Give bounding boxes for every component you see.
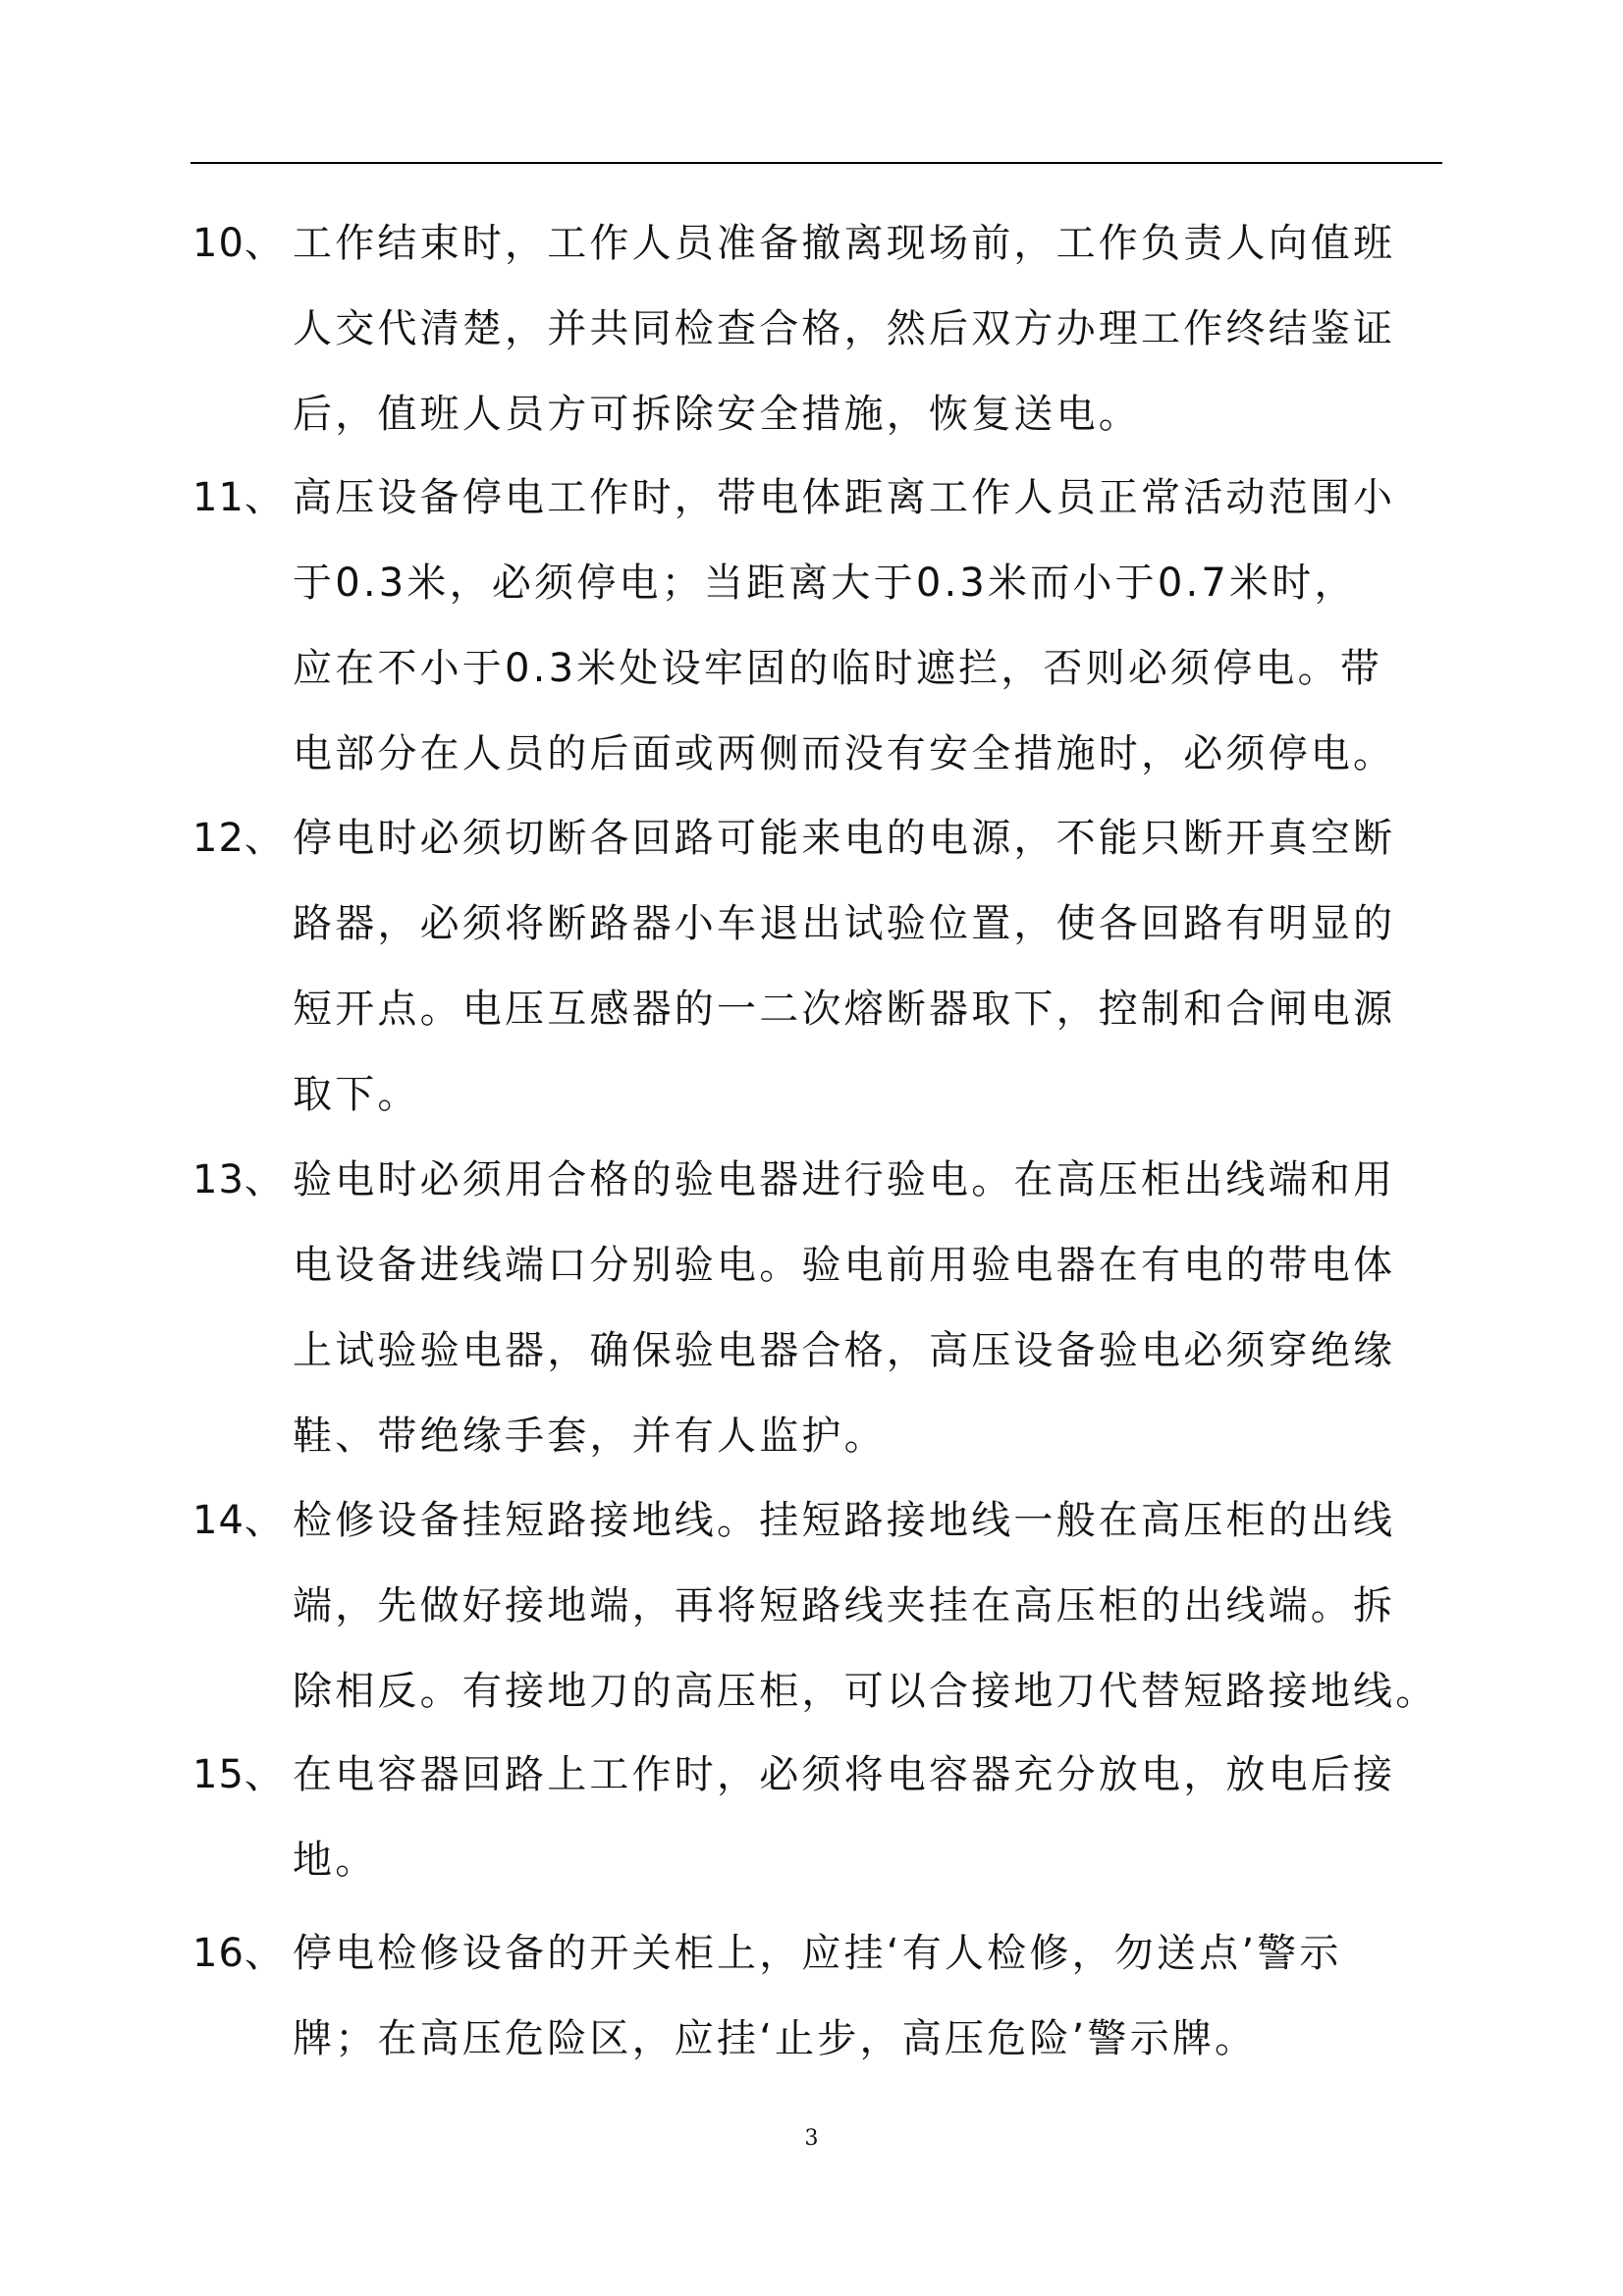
item-text-line: 工作结束时，工作人员准备撤离现场前，工作负责人向值班	[293, 221, 1396, 266]
item-number: 15、	[192, 1752, 285, 1797]
item-text-line: 除相反。有接地刀的高压柜，可以合接地刀代替短路接地线。	[293, 1669, 1438, 1714]
item-number: 11、	[192, 475, 285, 520]
item-text-line: 检修设备挂短路接地线。挂短路接地线一般在高压柜的出线	[293, 1498, 1396, 1543]
item-text-line: 鞋、带绝缘手套，并有人监护。	[293, 1414, 887, 1459]
item-text-line: 停电检修设备的开关柜上，应挂‘有人检修，勿送点’警示	[293, 1931, 1342, 1976]
item-number: 14、	[192, 1498, 285, 1543]
item-text-line: 上试验验电器，确保验电器合格，高压设备验电必须穿绝缘	[293, 1328, 1396, 1373]
item-number: 10、	[192, 221, 285, 266]
item-text-line: 端，先做好接地端，再将短路线夹挂在高压柜的出线端。拆	[293, 1583, 1396, 1629]
header-rule	[190, 162, 1442, 164]
item-text-line: 于0.3米，必须停电；当距离大于0.3米而小于0.7米时，	[293, 561, 1357, 606]
item-text-line: 在电容器回路上工作时，必须将电容器充分放电，放电后接	[293, 1752, 1396, 1797]
item-text-line: 验电时必须用合格的验电器进行验电。在高压柜出线端和用	[293, 1157, 1396, 1202]
item-text-line: 后，值班人员方可拆除安全措施，恢复送电。	[293, 392, 1141, 437]
item-text-line: 人交代清楚，并共同检查合格，然后双方办理工作终结鉴证	[293, 306, 1396, 351]
item-text-line: 取下。	[293, 1072, 420, 1117]
item-text-line: 应在不小于0.3米处设牢固的临时遮拦，否则必须停电。带	[293, 646, 1383, 691]
item-number: 12、	[192, 816, 285, 861]
item-text-line: 路器，必须将断路器小车退出试验位置，使各回路有明显的	[293, 901, 1396, 946]
item-text-line: 电设备进线端口分别验电。验电前用验电器在有电的带电体	[293, 1243, 1396, 1288]
item-text-line: 短开点。电压互感器的一二次熔断器取下，控制和合闸电源	[293, 987, 1396, 1032]
item-number: 16、	[192, 1931, 285, 1976]
item-text-line: 电部分在人员的后面或两侧而没有安全措施时，必须停电。	[293, 731, 1396, 776]
page-number: 3	[804, 2126, 819, 2151]
item-text-line: 高压设备停电工作时，带电体距离工作人员正常活动范围小	[293, 475, 1396, 520]
item-number: 13、	[192, 1157, 285, 1202]
item-text-line: 地。	[293, 1838, 378, 1883]
item-text-line: 停电时必须切断各回路可能来电的电源，不能只断开真空断	[293, 816, 1396, 861]
item-text-line: 牌；在高压危险区，应挂‘止步，高压危险’警示牌。	[293, 2016, 1258, 2061]
